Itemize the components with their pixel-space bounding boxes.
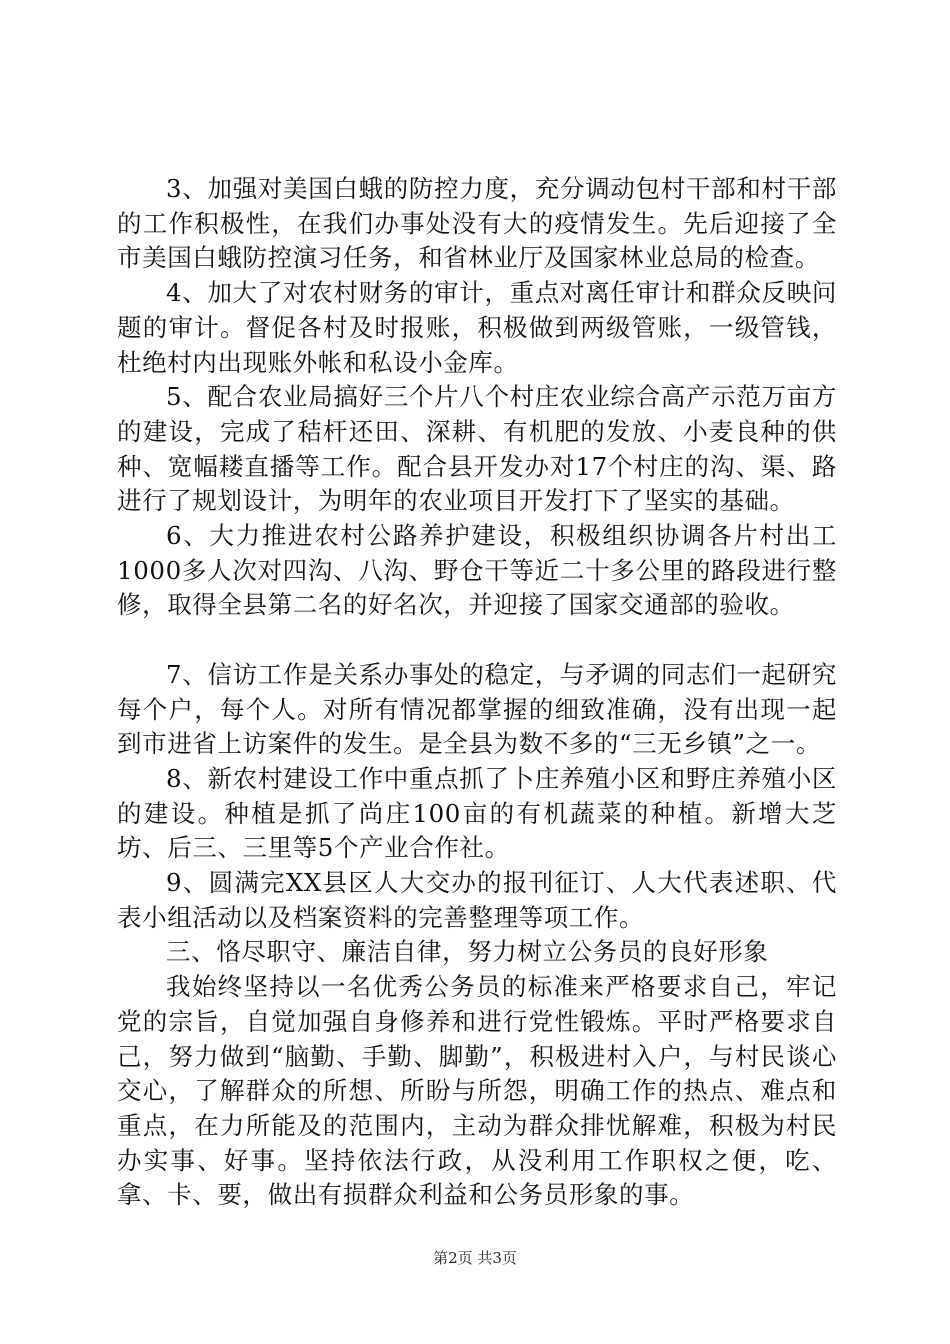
paragraph-item-9: 9、圆满完XX县区人大交办的报刊征订、人大代表述职、代表小组活动以及档案资料的完善整理等项工作。 xyxy=(117,868,837,932)
document-body xyxy=(117,172,837,1213)
paragraph-item-8: 8、新农村建设工作中重点抓了卜庄养殖小区和野庄养殖小区的建设。种植是抓了尚庄100亩的有机蔬菜的种植。新增大芝坊、后三、三里等5个产业合作社。 xyxy=(117,763,837,863)
closing-paragraph: 我始终坚持以一名优秀公务员的标准来严格要求自己，牢记党的宗旨，自觉加强自身修养和进行党性锻炼。平时严格要求自己，努力做到“脑勤、手勤、脚勤”，积极进村入户，与村民谈心交心，了解群众的所想、所盼与所怨，明确工作的热点、难点和重点，在力所能及的范围内，主动为群众排忧解难，积极为村民办实事、好事。坚持依法行政，从没利用工作职权之便，吃、拿、卡、要，做出有损群众利益和公务员形象的事。 xyxy=(117,972,837,1210)
paragraph-item-5: 5、配合农业局搞好三个片八个村庄农业综合高产示范万亩方的建设，完成了秸杆还田、深耕、有机肥的发放、小麦良种的供种、宽幅耧直播等工作。配合县开发办对17个村庄的沟、渠、路进行了规划设计，为明年的农业项目开发打下了坚实的基础。 xyxy=(117,382,837,516)
section-heading: 三、恪尽职守、廉洁自律，努力树立公务员的良好形象 xyxy=(166,937,769,967)
paragraph-item-4: 4、加大了对农村财务的审计，重点对离任审计和群众反映问题的审计。督促各村及时报账，积极做到两级管账，一级管钱，杜绝村内出现账外帐和私设小金库。 xyxy=(117,278,837,377)
page-number-footer: 第2页 共3页 xyxy=(433,1249,517,1267)
paragraph-item-6: 6、大力推进农村公路养护建设，积极组织协调各片村出工1000多人次对四沟、八沟、野仓干等近二十多公里的路段进行整修，取得全县第二名的好名次，并迎接了国家交通部的验收。 xyxy=(117,521,837,620)
paragraph-item-7: 7、信访工作是关系办事处的稳定，与矛调的同志们一起研究每个户，每个人。对所有情况都掌握的细致准确，没有出现一起到市进省上访案件的发生。是全县为数不多的“三无乡镇”之一。 xyxy=(117,659,837,759)
paragraph-item-3: 3、加强对美国白蛾的防控力度，充分调动包村干部和村干部的工作积极性，在我们办事处没有大的疫情发生。先后迎接了全市美国白蛾防控演习任务，和省林业厅及国家林业总局的检查。 xyxy=(117,174,837,273)
